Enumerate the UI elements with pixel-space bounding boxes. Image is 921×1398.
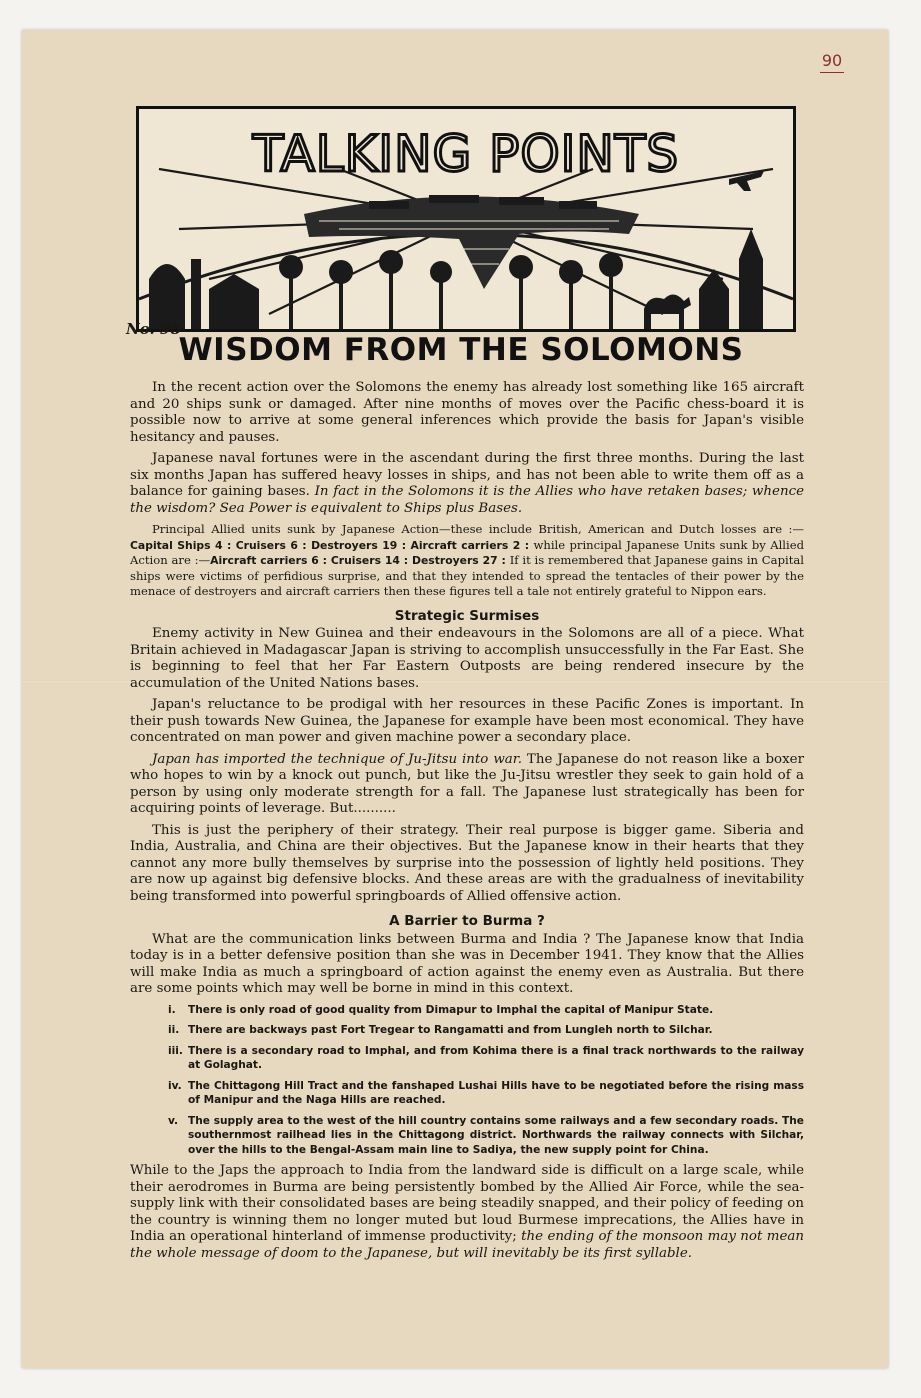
masthead-illustration <box>139 109 793 329</box>
leaflet-page <box>22 30 888 1368</box>
list-item: i. There is only road of good quality from Dimapur to Imphal the capital of Manipur State. <box>168 1003 714 1016</box>
paragraph: What are the communication links between Burma and India ? The Japanese know that India today is in a better defensive position than she was in December 1941. They know that the Allies will make India as much a springboard of action against the enemy even as Australia. But there are some points which may well be borne in mind in this context. <box>130 931 804 996</box>
issue-number: No. 98 <box>126 320 181 338</box>
paragraph: Japan has imported the technique of Ju-Jitsu into war. The Japanese do not reason like a boxer who hopes to win by a knock out punch, but like the Ju-Jitsu wrestler they seek to gain hold of a person by using only moderate strength for a fall. The Japanese lust strategically has been for acquiring points of leverage. But.......... <box>130 751 804 816</box>
section-heading: A Barrier to Burma ? <box>389 913 545 929</box>
article-body <box>130 380 804 1267</box>
masthead-title: TALKING POINTS <box>252 125 680 183</box>
masthead-banner <box>136 106 796 332</box>
palm-trees <box>279 250 623 329</box>
paragraph: Enemy activity in New Guinea and their endeavours in the Solomons are all of a piece. What Britain achieved in Madagascar Japan is striving to accomplish unsuccessfully in the Far East. She is beginning to feel that her Far Eastern Outposts are being rendered insecure by the accumulation of the United Nations bases. <box>130 626 804 691</box>
paragraph: This is just the periphery of their strategy. Their real purpose is bigger game. Siberia and India, Australia, and China are their objectives. But the Japanese know in their hearts that they cannot any more bully themselves by surprise into the possession of lightly held positions. They are now up against big defensive blocks. And these areas are with the gradualness of inevitability being transformed into powerful springboards of Allied offensive action. <box>130 822 804 904</box>
points-list <box>168 1003 804 1158</box>
camel-silhouette <box>644 294 691 329</box>
paragraph: Japan's reluctance to be prodigal with her resources in these Pacific Zones is important. In their push towards New Guinea, the Japanese for example have been most economical. They have concentrated on man power and given machine power a secondary place. <box>130 697 804 745</box>
list-item: iv. The Chittagong Hill Tract and the fanshaped Lushai Hills have to be negotiated before the rising mass of Manipur and the Naga Hills are reached. <box>168 1079 804 1106</box>
list-item: iii. There is a secondary road to Imphal, and from Kohima there is a final track northwards to the railway at Golaghat. <box>168 1044 804 1071</box>
section-heading: Strategic Surmises <box>394 607 540 624</box>
list-item: ii. There are backways past Fort Tregear to Rangamatti and from Lungleh north to Silchar. <box>168 1024 713 1036</box>
list-item: v. The supply area to the west of the hill country contains some railways and a few secondary roads. The southernmost railhead lies in the Chittagong district. Northwards the railway connects with Silchar, over the hills to the Bengal-Assam main line to Sadiya, the new supply point for China. <box>168 1114 804 1156</box>
page-title: WISDOM FROM THE SOLOMONS <box>178 332 744 368</box>
paragraph: Japanese naval fortunes were in the ascendant during the first three months. During the last six months Japan has suffered heavy losses in ships, and has not been able to write them off as a balance for gaining bases. In fact in the Solomons it is the Allies who have retaken bases; whence the wisdom? Sea Power is equivalent to Ships plus Bases. <box>130 451 804 516</box>
pencil-mark: 90 <box>820 52 844 77</box>
paragraph: In the recent action over the Solomons the enemy has already lost something like 165 aircraft and 20 ships sunk or damaged. After nine months of moves over the Pacific chess-board it is possible now to arrive at some general inferences which provide the basis for Japan's visible hesitancy and pauses. <box>130 380 804 445</box>
closing-paragraph: While to the Japs the approach to India from the landward side is difficult on a large scale, while their aerodromes in Burma are being persistently bombed by the Allied Air Force, while the sea-supply link with their consolidated bases are being steadily snapped, and their policy of feeding on the country is winning them no longer muted but loud Burmese imprecations, the Allies have in India an operational hinterland of immense productivity; the ending of the monsoon may not mean the whole message of doom to the Japanese, but will inevitably be its first syllable. <box>130 1163 804 1261</box>
paragraph-losses: Principal Allied units sunk by Japanese Action—these include British, American and Dutch losses are :— Capital Ships 4 : Cruisers 6 : Destroyers 19 : Aircraft carriers 2 : while principal Japanese Units sunk by Allied Action are :—Aircraft carriers 6 : Cruisers 14 : Destroyers 27 : If it is remembered that Japanese gains in Capital ships were victims of perfidious surprise, and that they intended to spread the tentacles of their power by the menace of destroyers and aircraft carriers then these figures tell a tale not entirely grateful to Nippon ears. <box>130 522 805 598</box>
